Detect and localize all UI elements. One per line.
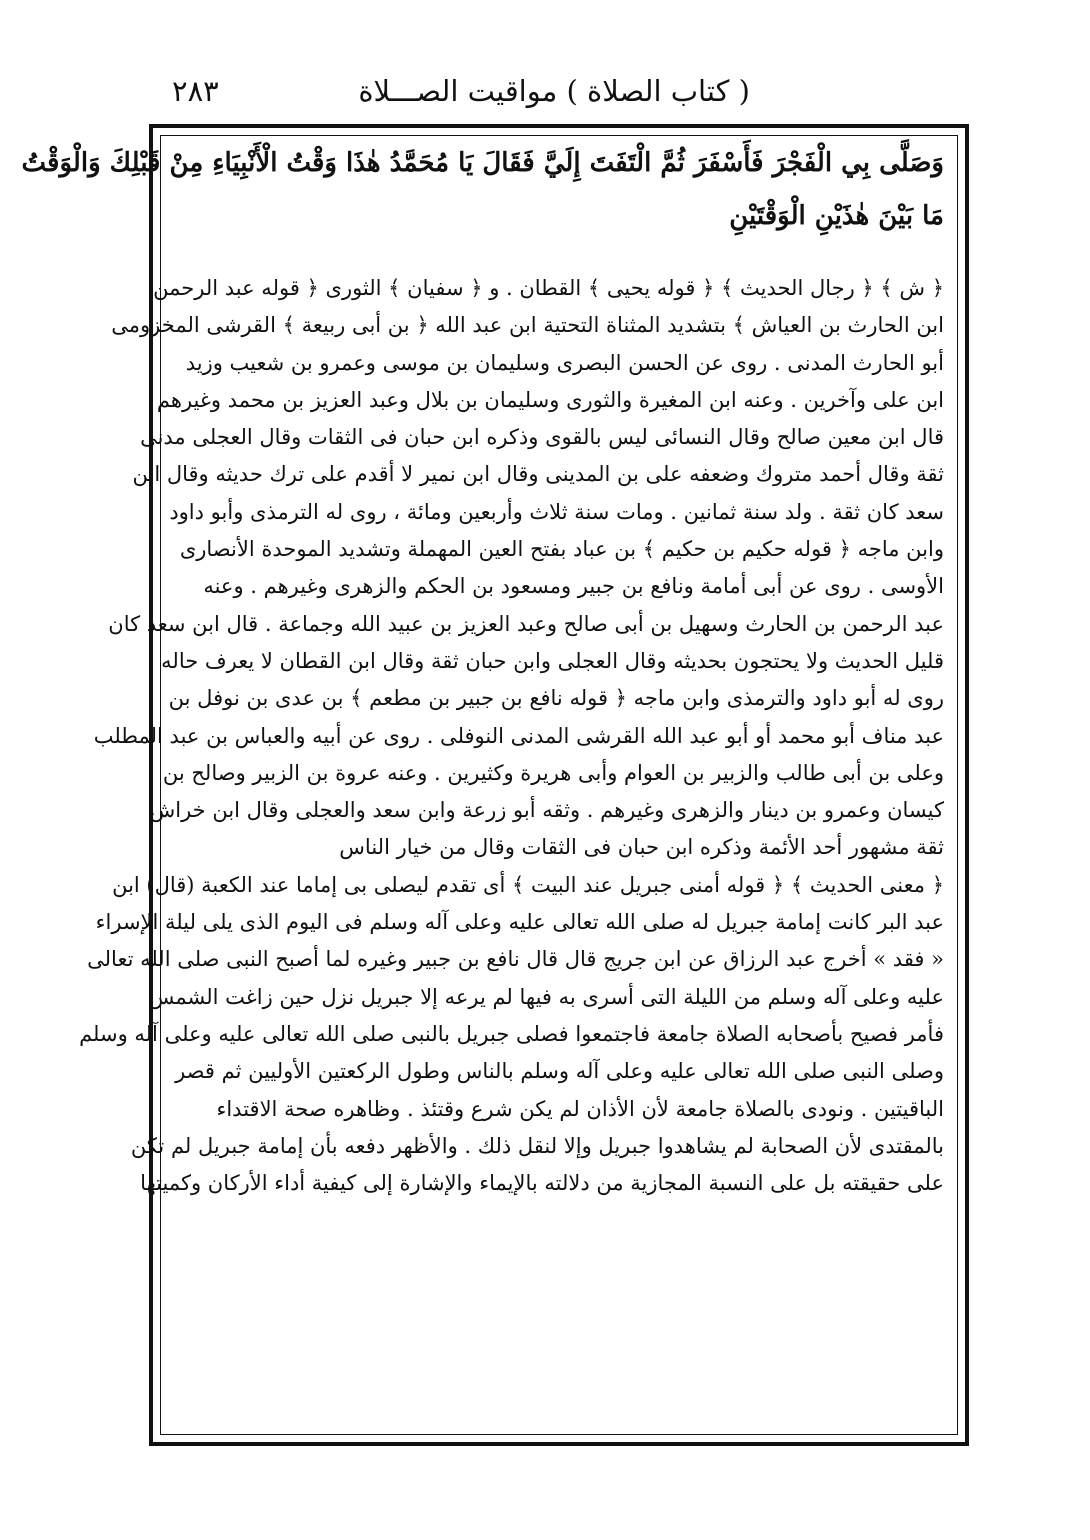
- commentary-line: قال ابن معين صالح وقال النسائى ليس بالقوى وذكره ابن حبان فى الثقات وقال العجلى مدنى: [140, 425, 944, 450]
- page-header: [150, 70, 940, 126]
- commentary-text: [79, 270, 944, 1202]
- commentary-line: على حقيقته بل على النسبة المجازية من دلالته بالإيماء والإشارة إلى كيفية أداء الأركان وكميتها: [140, 1171, 944, 1196]
- hadith-line: مَا بَيْنَ هٰذَيْنِ الْوَقْتَيْنِ: [729, 201, 944, 231]
- commentary-line: ابن على وآخرين . وعنه ابن المغيرة والثورى وسليمان بن بلال وعبد العزيز بن محمد وغيرهم: [156, 387, 944, 412]
- commentary-line: قليل الحديث ولا يحتجون بحديثه وقال العجلى وابن حبان ثقة وقال ابن القطان لا يعرف حاله: [161, 648, 944, 673]
- commentary-line: ثقة مشهور أحد الأئمة وذكره ابن حبان فى الثقات وقال من خيار الناس: [339, 835, 944, 860]
- commentary-line: ثقة وقال أحمد متروك وضعفه على بن المدينى وقال ابن نمير لا أقدم على ترك حديثه وقال ابن: [132, 462, 944, 487]
- commentary-line: ﴿ معنى الحديث ﴾ ﴿ قوله أمنى جبريل عند البيت ﴾ أى تقدم ليصلى بى إماما عند الكعبة (قال) ابن: [112, 872, 944, 897]
- commentary-line: روى له أبو داود والترمذى وابن ماجه ﴿ قوله نافع بن جبير بن مطعم ﴾ بن عدى بن نوفل بن: [168, 686, 944, 711]
- commentary-line: عبد مناف أبو محمد أو أبو عبد الله القرشى المدنى النوفلى . روى عن أبيه والعباس بن عبد المطلب: [93, 723, 944, 748]
- commentary-line: ﴿ ش ﴾ ﴿ رجال الحديث ﴾ ﴿ قوله يحيى ﴾ القطان . و ﴿ سفيان ﴾ الثورى ﴿ قوله عبد الرحمن: [153, 276, 944, 300]
- hadith-text: [21, 138, 944, 244]
- commentary-line: فأمر فصيح بأصحابه الصلاة جامعة فاجتمعوا فصلى جبريل بالنبى صلى الله تعالى عليه وعلى آله وسلم: [79, 1021, 944, 1046]
- page-number: ٢٨٣: [172, 74, 219, 108]
- commentary-line: أبو الحارث المدنى . روى عن الحسن البصرى وسليمان بن موسى وعمرو بن شعيب وزيد: [185, 350, 944, 375]
- commentary-line: عبد الرحمن بن الحارث وسهيل بن أبى صالح وعبد العزيز بن عبيد الله وجماعة . قال ابن سعد كان: [108, 611, 944, 636]
- commentary-line: وصلى النبى صلى الله تعالى عليه وعلى آله وسلم بالناس وطول الركعتين الأوليين ثم قصر: [175, 1059, 944, 1084]
- commentary-line: الباقيتين . ونودى بالصلاة جامعة لأن الأذان لم يكن شرع وقتئذ . وظاهره صحة الاقتداء: [216, 1096, 944, 1121]
- commentary-line: « فقد » أخرج عبد الرزاق عن ابن جريج قال قال نافع بن جبير وغيره لما أصبح النبى صلى الله تعالى: [87, 947, 944, 972]
- hadith-line: وَصَلَّى بِي الْفَجْرَ فَأَسْفَرَ ثُمَّ الْتَفَتَ إِلَيَّ فَقَالَ يَا مُحَمَّدُ هٰذَا وَقْتُ الْأَنْبِيَاءِ مِنْ قَبْلِكَ وَالْوَقْتُ: [21, 148, 944, 178]
- commentary-line: ابن الحارث بن العياش ﴾ بتشديد المثناة التحتية ابن عبد الله ﴿ بن أبى ربيعة ﴾ القرشى المخزومى: [111, 313, 944, 338]
- commentary-line: سعد كان ثقة . ولد سنة ثمانين . ومات سنة ثلاث وأربعين ومائة ، روى له الترمذى وأبو داود: [169, 499, 944, 524]
- commentary-line: بالمقتدى لأن الصحابة لم يشاهدوا جبريل وإلا لنقل ذلك . والأظهر دفعه بأن إمامة جبريل لم تكن: [130, 1133, 944, 1158]
- commentary-line: عبد البر كانت إمامة جبريل له صلى الله تعالى عليه وعلى آله وسلم فى اليوم الذى يلى ليلة الإسراء: [95, 910, 944, 935]
- section-spacer: [172, 244, 944, 270]
- commentary-line: وابن ماجه ﴿ قوله حكيم بن حكيم ﴾ بن عباد بفتح العين المهملة وتشديد الموحدة الأنصارى: [179, 537, 944, 562]
- commentary-line: الأوسى . روى عن أبى أمامة ونافع بن جبير ومسعود بن الحكم والزهرى وغيرهم . وعنه: [203, 574, 944, 599]
- commentary-line: كيسان وعمرو بن دينار والزهرى وغيرهم . وثقه أبو زرعة وابن سعد والعجلى وقال ابن خراش: [149, 798, 944, 823]
- commentary-line: وعلى بن أبى طالب والزبير بن العوام وأبى هريرة وكثيرين . وعنه عروة بن الزبير وصالح بن: [162, 760, 944, 785]
- main-text-area: [21, 138, 944, 1434]
- running-header-title: ( كتاب الصلاة ) مواقيت الصـــلاة: [358, 74, 750, 108]
- commentary-line: عليه وعلى آله وسلم من الليلة التى أسرى به فيها لم يرعه إلا جبريل نزل حين زاغت الشمس: [148, 984, 944, 1009]
